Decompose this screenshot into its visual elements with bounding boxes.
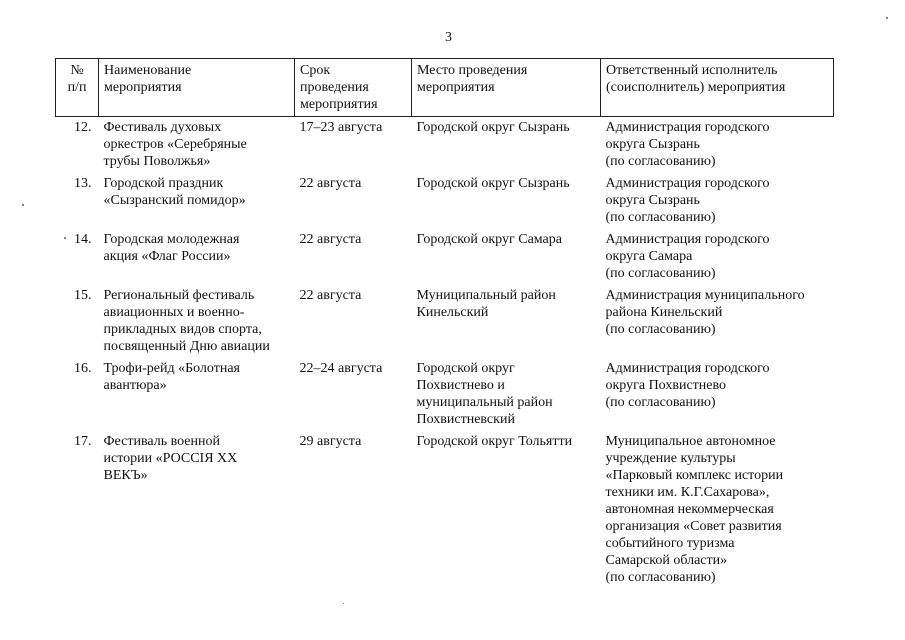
header-event-date: Срок проведения мероприятия [295, 59, 412, 117]
event-date: 17–23 августа [299, 120, 383, 135]
row-number: 13. [74, 176, 92, 191]
event-place: Городской округ Сызрань [416, 120, 570, 135]
event-date: 22 августа [299, 288, 362, 303]
event-executor: Администрация городского округа Сызрань (по согласованию) [605, 176, 770, 225]
row-number: 16. [74, 361, 92, 376]
row-number: 14. [74, 232, 92, 247]
header-executor: Ответственный исполнитель (соисполнитель) мероприятия [601, 59, 834, 117]
table-header-row [56, 59, 834, 117]
row-number: 12. [74, 120, 92, 135]
page-number: 3 [445, 30, 452, 45]
header-event-place: Место проведения мероприятия [412, 59, 601, 117]
event-name: Региональный фестиваль авиационных и военно- прикладных видов спорта, посвященный Дню авиации [103, 288, 270, 354]
event-name: Городская молодежная акция «Флаг России» [103, 232, 240, 264]
event-place: Городской округ Сызрань [416, 176, 570, 191]
event-executor: Муниципальное автономное учреждение культуры «Парковый комплекс истории техники им. К.Г.Сахарова», автономная некоммерческая организация «Совет развития событийного туризма Самарской области» (по согласованию) [605, 434, 784, 585]
event-place: Муниципальный район Кинельский [416, 288, 556, 320]
header-number: № п/п [56, 59, 99, 117]
event-name: Фестиваль духовых оркестров «Серебряные трубы Поволжья» [103, 120, 247, 169]
table-row [56, 117, 834, 174]
event-place: Городской округ Похвистнево и муниципальный район Похвистневский [416, 361, 553, 427]
event-name: Трофи-рейд «Болотная авантюра» [103, 361, 240, 393]
document-sheet [55, 58, 833, 589]
event-executor: Администрация городского округа Похвистнево (по согласованию) [605, 361, 770, 410]
table-row [56, 285, 834, 358]
table-row [56, 173, 834, 229]
events-table [55, 58, 834, 589]
scan-speck [22, 204, 24, 206]
row-number: 15. [74, 288, 92, 303]
event-date: 29 августа [299, 434, 362, 449]
scan-speck [343, 603, 344, 604]
event-executor: Администрация городского округа Сызрань (по согласованию) [605, 120, 770, 169]
event-name: Фестиваль военной истории «РОССIЯ XX ВЕКЪ» [103, 434, 238, 483]
header-event-name: Наименование мероприятия [99, 59, 295, 117]
table-row [56, 358, 834, 431]
table-row [56, 229, 834, 285]
event-date: 22 августа [299, 232, 362, 247]
row-number: 17. [74, 434, 92, 449]
scan-speck [886, 17, 888, 19]
event-executor: Администрация городского округа Самара (по согласованию) [605, 232, 770, 281]
table-row [56, 431, 834, 589]
event-executor: Администрация муниципального района Кинельский (по согласованию) [605, 288, 805, 337]
event-name: Городской праздник «Сызранский помидор» [103, 176, 246, 208]
event-date: 22 августа [299, 176, 362, 191]
event-place: Городской округ Тольятти [416, 434, 573, 449]
event-date: 22–24 августа [299, 361, 383, 376]
event-place: Городской округ Самара [416, 232, 562, 247]
